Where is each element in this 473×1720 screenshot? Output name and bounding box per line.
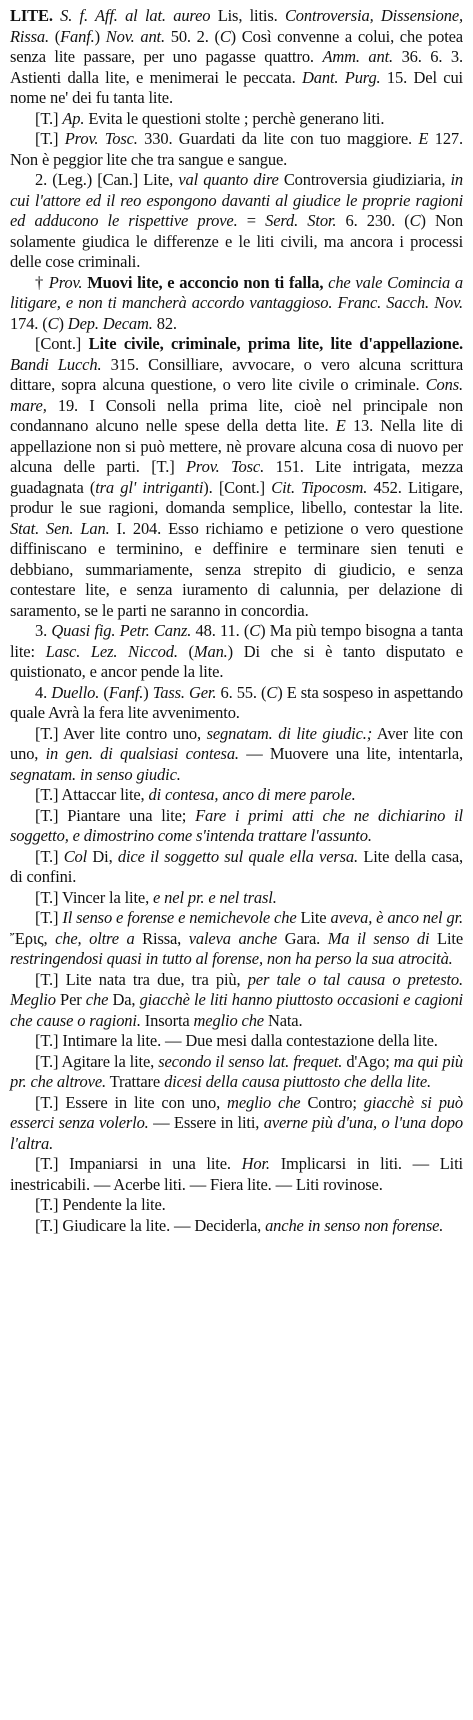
text-run: Prov. — [48, 272, 83, 292]
text-run: [T.] — [35, 129, 65, 148]
sense-giudicare — [10, 1216, 463, 1237]
text-run: E — [335, 416, 346, 435]
text-run: Man. — [193, 641, 228, 661]
text-run: Aver lite con uno, — [10, 723, 463, 763]
text-run: — Muovere una lite, intentarla, — [238, 744, 463, 763]
text-run: segnatam. in senso giudic. — [10, 764, 181, 784]
text-run: 127. Non è peggior lite che tra sangue e sangue. — [10, 129, 464, 169]
text-run: [T.] Essere in lite con uno, — [35, 1092, 228, 1112]
text-run: Rissa, — [142, 928, 189, 948]
text-run: Col — [63, 846, 93, 866]
text-run: C — [409, 211, 421, 230]
text-run: ) Ma più tempo bisogna a tanta lite: — [10, 621, 463, 661]
text-run: Evita le questioni stolte ; perchè generano liti. — [84, 108, 385, 128]
text-run: [T.] — [35, 846, 64, 866]
text-run: Insorta — [140, 1010, 194, 1030]
text-run: anche in senso non forense. — [265, 1215, 444, 1235]
text-run: LITE. — [10, 6, 61, 25]
text-run: Gara. — [284, 928, 328, 948]
text-run: restringendosi quasi in tutto al forense, non ha perso la sua atrocità. — [10, 949, 453, 968]
text-run: in gen. di qualsiasi contesa. — [45, 744, 239, 763]
text-run: Fare i primi atti che ne dichiarino il soggetto, e dimostrino come s'intenda trattare l'assunto. — [10, 805, 463, 845]
text-run: [T.] — [35, 108, 63, 128]
text-run: Prov. Tosc. — [186, 457, 265, 476]
text-run: C — [266, 682, 278, 702]
text-run: che vale Comincia a litigare, e non ti mancherà accordo vantaggioso. Franc. Sacch. Nov. — [10, 272, 463, 312]
text-run: Di, — [92, 846, 118, 866]
sense-nemichevole — [10, 908, 463, 970]
text-run: Dant. Purg. — [301, 67, 381, 87]
text-run: C — [249, 621, 261, 640]
text-run: ma qui più pr. che altrove. — [10, 1051, 463, 1091]
text-run: Implicarsi in liti. — Liti inestricabili. — Acerbe liti. — Fiera lite. — Liti rovinose. — [10, 1154, 463, 1194]
text-run: Hor. — [241, 1154, 270, 1173]
text-run: 15. Del cui nome ne' dei fu tanta lite. — [10, 67, 463, 107]
text-run: Tass. Ger. — [152, 682, 217, 702]
sense-3 — [10, 621, 463, 683]
text-run: [T.] Piantare una lite; — [35, 805, 196, 825]
text-run: segnatam. di lite giudic.; — [206, 723, 373, 743]
sense-impaniarsi — [10, 1154, 463, 1195]
sense-2 — [10, 170, 463, 273]
text-run: [T.] Vincer la lite, — [35, 887, 154, 907]
text-run: S. f. Aff. al lat. aureo — [60, 6, 218, 25]
text-run: valeva anche — [188, 928, 285, 948]
text-run: Lite civile, criminale, prima lite, lite d'appellazione. — [88, 334, 463, 353]
text-run: giacchè si può esserci senza volerlo. — [10, 1092, 464, 1132]
text-run: 330. Guardati da lite con tuo maggiore. — [137, 129, 419, 148]
sense-vincer-lite — [10, 888, 463, 909]
text-run: 36. 6. 3. Astienti dalla lite, e menimerai le peccata. — [10, 47, 463, 87]
text-run: 13. Nella lite di appellazione non si può mettere, nè provare alcuna cosa di nuovo per alcuna delle parti. [T.] — [10, 416, 463, 476]
text-run: ) Così convenne a colui, che potea senza lite passare, per uno pagasse quattro. — [10, 26, 463, 66]
text-run: 4. — [35, 682, 52, 702]
text-run: 452. Litigare, produr le sue ragioni, domanda semplice, libello, contestar la lite. — [10, 477, 463, 517]
text-run: dicesi della causa piuttosto che della lite. — [164, 1072, 432, 1091]
sense-piantare-lite — [10, 806, 463, 847]
text-run: Nata. — [267, 1010, 303, 1030]
text-run: Controversia giudiziaria, — [283, 170, 451, 189]
text-run: 315. Consilliare, avvocare, o vero alcuna scrittura dittare, sopra alcuna questione, o vero lite civile o criminale. — [10, 354, 464, 394]
text-run: [T.] — [35, 908, 63, 927]
text-run: di contesa, anco di mere parole. — [148, 785, 356, 804]
text-run: che — [85, 990, 113, 1009]
text-run: [Cont.] — [35, 334, 89, 353]
sense-agitare-lite — [10, 1052, 463, 1093]
text-run: Cit. Tipocosm. — [271, 477, 368, 497]
text-run: E — [418, 129, 429, 148]
text-run: Ἔρις, — [10, 928, 56, 948]
entry-headword — [10, 6, 463, 109]
text-run: C — [219, 26, 231, 46]
text-run: per tale o tal causa o pretesto. Meglio — [10, 969, 463, 1009]
text-run: Contro; — [307, 1092, 364, 1112]
text-run: 19. I Consoli nella prima lite, cioè nel principale non condannano alcuno nelle spese della detta lite. — [10, 395, 463, 435]
sense-ap — [10, 109, 463, 130]
text-run: ) Non solamente giudica le differenze e le liti civili, ma ancora i processi delle cose criminali. — [10, 211, 463, 271]
text-run: Amm. ant. — [322, 47, 394, 66]
text-run: Bandi Lucch. — [10, 354, 102, 374]
sense-essere-in-lite — [10, 1093, 463, 1155]
text-run: [T.] Intimare la lite. — Due mesi dalla contestazione della lite. — [35, 1031, 438, 1050]
sense-col-di — [10, 847, 463, 888]
text-run: ). [Cont.] — [203, 477, 272, 497]
text-run: [T.] Agitare la lite, — [35, 1051, 159, 1071]
text-run: in cui l'attore ed il reo espongono davanti al giudice le proprie ragioni ed adducono le rispettive prove. — [10, 170, 464, 230]
text-run: = — [237, 211, 266, 230]
text-run: Lis, litis. — [217, 6, 285, 25]
text-run: 6. 55. ( — [216, 682, 267, 702]
sense-aver-lite — [10, 724, 463, 786]
text-run: 48. 11. ( — [191, 621, 250, 640]
text-run: averne più d'una, o l'una dopo l'altra. — [10, 1113, 464, 1153]
sense-intimare-lite — [10, 1031, 463, 1052]
text-run: Serd. Stor. — [265, 211, 337, 230]
text-run: — Essere in liti, — [148, 1113, 264, 1132]
text-run: Cons. mare, — [10, 375, 463, 415]
sense-4 — [10, 683, 463, 724]
text-run: dice il soggetto sul quale ella versa. — [117, 846, 359, 866]
text-run: ) Di che si è tanto disputato e quistionato, e ancor pende la lite. — [10, 641, 463, 681]
sense-prov-tosc — [10, 129, 463, 170]
text-run: ) — [143, 682, 153, 702]
text-run: [T.] Giudicare la lite. — Deciderla, — [35, 1215, 266, 1235]
text-run: [T.] Impaniarsi in una lite. — [35, 1154, 242, 1173]
text-run: val quanto dire — [178, 170, 284, 189]
text-run: Il senso e forense e nemichevole che — [62, 908, 301, 927]
text-run: 3. — [35, 621, 52, 640]
text-run: 2. (Leg.) [Can.] Lite, — [35, 170, 179, 189]
text-run: aveva, è anco nel gr. — [330, 908, 463, 927]
text-run: giacchè le liti hanno piuttosto occasioni e cagioni che cause o ragioni. — [10, 990, 463, 1030]
text-run: [T.] Attaccar lite, — [35, 785, 149, 804]
text-run: Controversia, Dissensione, Rissa. — [10, 6, 463, 46]
text-run: [T.] Aver lite contro uno, — [35, 723, 207, 743]
text-run: Trattare — [105, 1072, 165, 1091]
text-run: Da, — [112, 990, 140, 1009]
text-run: Nov. ant. — [105, 26, 165, 46]
text-run: Prov. Tosc. — [64, 129, 138, 148]
sense-attaccar-lite — [10, 785, 463, 806]
text-run: Lite — [437, 928, 463, 948]
text-run: [T.] Lite nata tra due, tra più, — [35, 969, 248, 989]
text-run: e nel pr. e nel trasl. — [153, 887, 277, 907]
text-run: Dep. Decam. — [67, 313, 153, 333]
text-run: ) — [94, 26, 106, 46]
text-run: ( — [54, 26, 61, 46]
text-run: Quasi fig. Petr. Canz. — [51, 621, 192, 640]
text-run: Ma il senso di — [327, 928, 438, 948]
text-run: Ap. — [62, 108, 85, 128]
text-run: d'Ago; — [342, 1051, 394, 1071]
text-run: I. 204. Esso richiamo e petizione o vero questione diffiniscano e terminino, e deffinire e terminare sien tenuti e debbiano, summariamente, senza strepito di giudicio, e senza contestare lite, e senza iuramento di calunnia, per delazione di saramento, se le parti ne saranno in concordia. — [10, 518, 464, 620]
sense-lite-civile — [10, 334, 463, 621]
sense-prov-muovi — [10, 273, 463, 335]
text-run: [T.] Pendente la lite. — [35, 1195, 166, 1214]
text-run: 6. 230. ( — [336, 211, 410, 230]
text-run: meglio che — [193, 1010, 268, 1030]
text-run: meglio che — [227, 1092, 308, 1112]
text-run: 50. 2. ( — [164, 26, 220, 46]
text-run: Per — [60, 990, 86, 1009]
text-run: Lasc. Lez. Niccod. — [45, 641, 178, 661]
text-run: ( — [99, 682, 109, 702]
text-run: ) E sta sospeso in aspettando quale Avrà la fera lite avvenimento. — [10, 682, 463, 722]
text-run: Fanf. — [108, 682, 144, 702]
text-run: ( — [177, 641, 194, 661]
text-run: Stat. Sen. Lan. — [10, 518, 110, 538]
text-run: Muovi lite, e acconcio non ti falla, — [82, 272, 329, 292]
text-run: C — [47, 313, 59, 333]
text-run: 151. Lite intrigata, mezza guadagnata ( — [10, 457, 463, 497]
text-run: Fanf. — [60, 26, 95, 46]
sense-lite-nata — [10, 970, 463, 1032]
text-run: 82. — [152, 313, 177, 333]
text-run: Lite della casa, di confini. — [10, 846, 463, 886]
text-run: tra gl' intriganti — [95, 477, 204, 497]
text-run: 174. ( — [10, 313, 48, 333]
text-run: † — [35, 272, 49, 292]
text-run: Lite — [300, 908, 331, 927]
text-run: Duello. — [51, 682, 100, 702]
text-run: ) — [58, 313, 68, 333]
sense-pendente — [10, 1195, 463, 1216]
text-run: che, oltre a — [55, 928, 143, 948]
text-run: secondo il senso lat. frequet. — [158, 1051, 343, 1071]
